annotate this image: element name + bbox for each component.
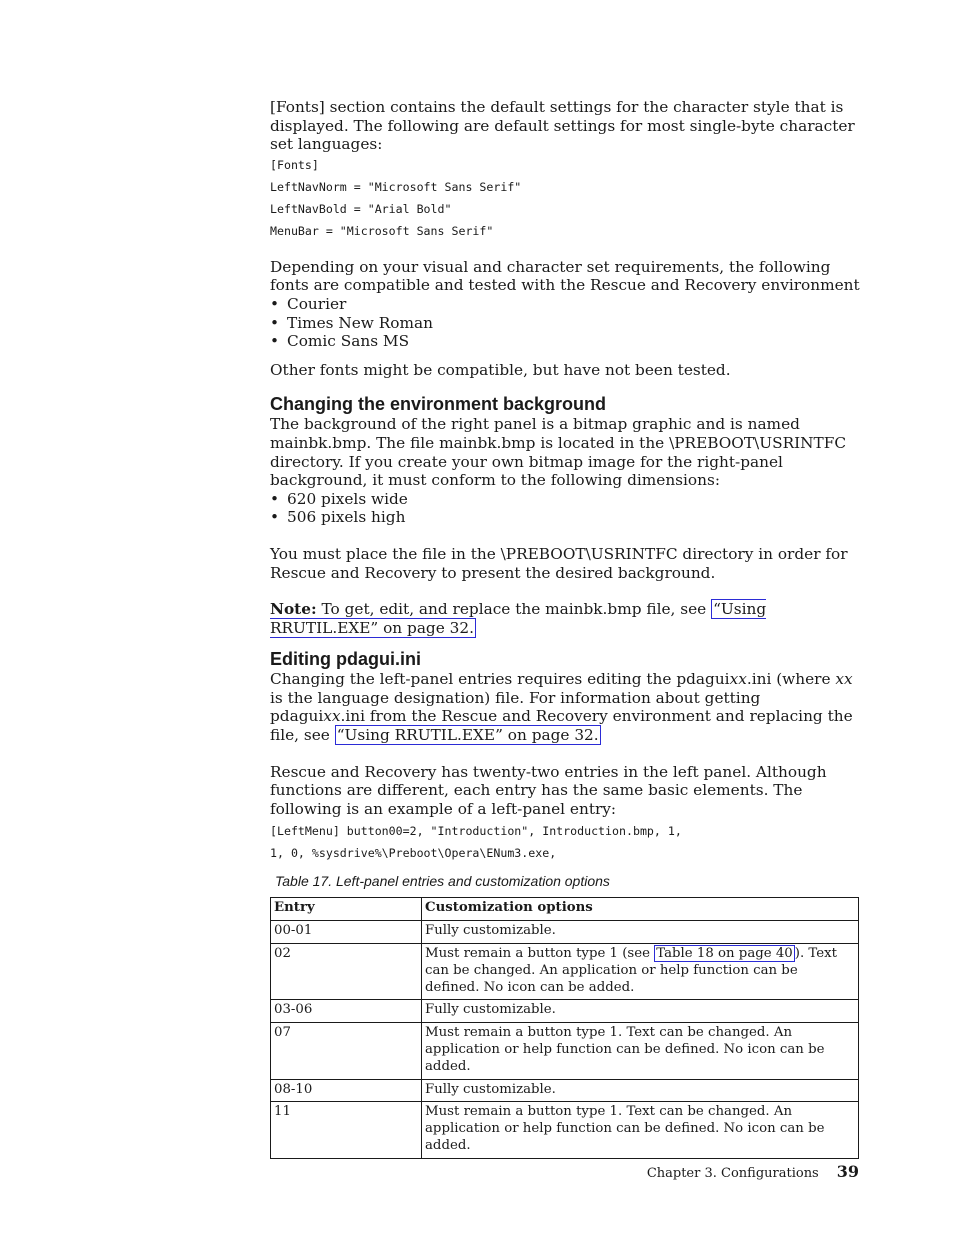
background-para1: The background of the right panel is a bitmap graphic and is named mainbk.bmp. The file mainbk.bmp is located in the \PREBOOT\USRINTFC directory. If you create your own bitmap image for the right-panel background, it must conform to the following dimensions:	[270, 415, 847, 490]
pdagui-para2: Rescue and Recovery has twenty-two entries in the left panel. Although functions are different, each entry has the same basic elements. The following is an example of a left-panel entry:	[270, 762, 827, 818]
list-item: • Courier	[270, 295, 860, 314]
table-row	[271, 1023, 859, 1079]
page-number: 39	[836, 1162, 859, 1181]
link-rrutil[interactable]: “Using RRUTIL.EXE” on page 32.	[270, 600, 767, 637]
code-line: LeftNavBold = "Arial Bold"	[270, 201, 452, 216]
entry-cell: 07	[271, 1023, 422, 1079]
fonts-compat-intro: Depending on your visual and character set requirements, the following fonts are compatible and tested with the Rescue and Recovery environment	[270, 257, 860, 295]
table-row	[271, 1102, 859, 1158]
fonts-other-note: Other fonts might be compatible, but have not been tested.	[270, 360, 731, 379]
fonts-code-block	[270, 158, 860, 238]
entry-cell: 03-06	[271, 1000, 422, 1023]
entry-cell: 02	[271, 944, 422, 1000]
background-para2: You must place the file in the \PREBOOT\USRINTFC directory in order for Rescue and Recovery to present the desired background.	[270, 544, 848, 582]
table-row	[271, 944, 859, 1000]
customization-table	[270, 897, 859, 1158]
option-cell: Must remain a button type 1. Text can be changed. An application or help function can be defined. No icon can be added.	[422, 1102, 859, 1158]
note-text: To get, edit, and replace the mainbk.bmp file, see	[321, 600, 707, 619]
code-line: MenuBar = "Microsoft Sans Serif"	[270, 223, 494, 238]
text-span: xx	[729, 670, 747, 689]
background-note	[270, 600, 860, 637]
list-item: • Comic Sans MS	[270, 332, 860, 351]
page-footer	[647, 1162, 859, 1181]
option-cell: Fully customizable.	[422, 921, 859, 944]
text-span: Changing the left-panel entries requires editing the pdagui	[270, 670, 730, 689]
section-heading-pdagui: Editing pdagui.ini	[270, 649, 421, 670]
text-span: .ini from the Rescue and Recovery environment and replacing the file, see	[270, 707, 853, 745]
option-cell: Fully customizable.	[422, 1000, 859, 1023]
table-header-row	[271, 898, 859, 921]
page-content	[270, 98, 860, 1159]
link-table18[interactable]: Table 18 on page 40	[656, 946, 793, 962]
section-heading-background: Changing the environment background	[270, 394, 607, 415]
link-rrutil[interactable]: “Using RRUTIL.EXE” on page 32.	[336, 726, 599, 745]
text-span: xx	[323, 707, 341, 726]
dimensions-list	[270, 490, 860, 527]
list-item: • Times New Roman	[270, 314, 860, 333]
code-line: LeftNavNorm = "Microsoft Sans Serif"	[270, 179, 522, 194]
text-span: is the language designation) file. For information about getting pdagui	[270, 688, 761, 726]
column-header: Customization options	[422, 898, 859, 921]
list-item: • 506 pixels high	[270, 508, 860, 527]
entry-cell: 08-10	[271, 1079, 422, 1102]
entry-cell: 11	[271, 1102, 422, 1158]
text-span: xx	[835, 670, 853, 689]
option-cell: Fully customizable.	[422, 1079, 859, 1102]
code-line: [LeftMenu] button00=2, "Introduction", Introduction.bmp, 1,	[270, 824, 682, 839]
note-label: Note:	[270, 600, 317, 619]
leftmenu-code-block	[270, 824, 860, 860]
pdagui-para1	[270, 670, 860, 744]
code-line: 1, 0, %sysdrive%\Preboot\Opera\ENum3.exe,	[270, 846, 557, 861]
text-span: .ini (where	[746, 670, 831, 689]
column-header: Entry	[271, 898, 422, 921]
table-caption: Table 17. Left-panel entries and customization options	[275, 873, 610, 890]
text-span: ). Text can be changed. An application or help function can be defined. No icon can be added.	[425, 946, 837, 995]
chapter-label: Chapter 3. Configurations	[646, 1166, 819, 1181]
fonts-intro: [Fonts] section contains the default settings for the character style that is displayed. The following are default settings for most single-byte character set languages:	[270, 98, 855, 154]
table-row	[271, 921, 859, 944]
option-cell	[422, 944, 859, 1000]
list-item: • 620 pixels wide	[270, 490, 860, 509]
option-cell: Must remain a button type 1. Text can be changed. An application or help function can be defined. No icon can be added.	[422, 1023, 859, 1079]
fonts-list	[270, 295, 860, 351]
table-row	[271, 1079, 859, 1102]
table-row	[271, 1000, 859, 1023]
code-line: [Fonts]	[270, 157, 319, 172]
entry-cell: 00-01	[271, 921, 422, 944]
text-span: Must remain a button type 1 (see	[425, 946, 650, 962]
